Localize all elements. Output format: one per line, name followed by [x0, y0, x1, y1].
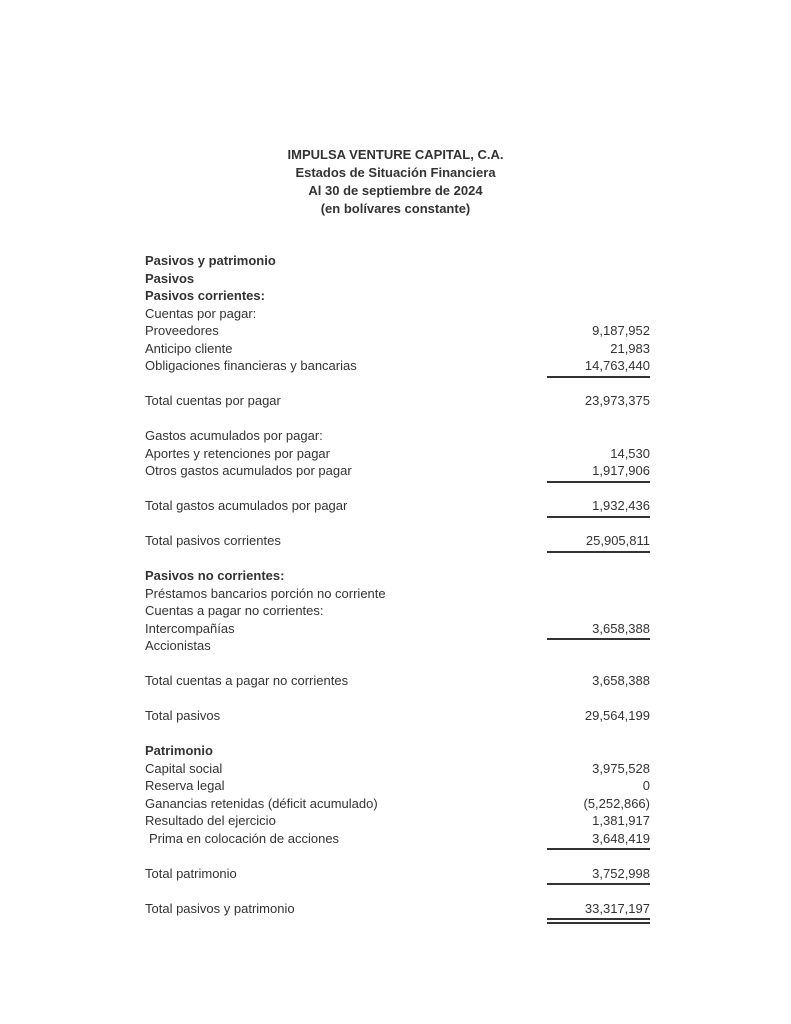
table-row: [145, 322, 650, 340]
row-label: Capital social: [145, 760, 223, 776]
row-label: Total cuentas por pagar: [145, 393, 281, 408]
currency-note: (en bolívares constante): [320, 201, 471, 216]
document-header: [0, 146, 791, 218]
row-value: 14,530: [610, 445, 650, 461]
row-label: Préstamos bancarios porción no corriente: [145, 585, 386, 601]
row-label: Otros gastos acumulados por pagar: [145, 463, 352, 478]
row-value: (5,252,866): [583, 795, 650, 811]
row-spacer: [145, 725, 650, 743]
table-row: [145, 532, 650, 550]
row-value: 0: [642, 778, 650, 793]
row-label: Intercompañías: [145, 620, 235, 636]
row-value: 3,752,998: [547, 865, 650, 886]
table-row: [145, 900, 650, 918]
table-row: [145, 567, 650, 585]
table-row: [145, 392, 650, 410]
row-value: 3,658,388: [547, 620, 650, 641]
balance-sheet-rows: [145, 252, 650, 917]
statement-title: Estados de Situación Financiera: [295, 165, 496, 180]
row-value: 3,975,528: [592, 760, 650, 776]
row-label: Reserva legal: [145, 778, 225, 793]
row-value: 1,917,906: [547, 462, 650, 483]
table-row: [145, 445, 650, 463]
table-row: [145, 427, 650, 445]
row-label: Cuentas por pagar:: [145, 305, 257, 321]
row-value: 1,381,917: [592, 813, 650, 828]
row-label: Anticipo cliente: [145, 340, 233, 356]
table-row: [145, 305, 650, 323]
row-label: Prima en colocación de acciones: [149, 830, 340, 846]
table-row: [145, 672, 650, 690]
row-value: 33,317,197: [547, 900, 650, 925]
row-value: 14,763,440: [547, 357, 650, 378]
table-row: [145, 742, 650, 760]
row-label: Ganancias retenidas (déficit acumulado): [145, 795, 378, 811]
row-label: Pasivos corrientes:: [145, 288, 265, 303]
row-label: Patrimonio: [145, 743, 213, 758]
row-value: 1,932,436: [547, 497, 650, 518]
table-row: [145, 795, 650, 813]
table-row: [145, 865, 650, 883]
row-label: Total pasivos corrientes: [145, 533, 281, 548]
table-row: [145, 252, 650, 270]
row-spacer: [145, 690, 650, 708]
table-row: [145, 760, 650, 778]
table-row: [145, 287, 650, 305]
table-row: [145, 585, 650, 603]
table-row: [145, 602, 650, 620]
row-label: Accionistas: [145, 638, 211, 653]
row-value: 9,187,952: [592, 323, 650, 338]
row-value: 3,648,419: [547, 830, 650, 851]
row-label: Proveedores: [145, 323, 219, 338]
table-row: [145, 357, 650, 375]
company-name: IMPULSA VENTURE CAPITAL, C.A.: [287, 147, 504, 162]
table-row: [145, 497, 650, 515]
table-row: [145, 777, 650, 795]
row-label: Total pasivos y patrimonio: [145, 900, 295, 916]
row-label: Pasivos: [145, 270, 195, 286]
row-value: 25,905,811: [547, 532, 650, 553]
row-spacer: [145, 655, 650, 673]
table-row: [145, 462, 650, 480]
row-label: Total patrimonio: [145, 865, 237, 881]
row-label: Resultado del ejercicio: [145, 813, 276, 828]
statement-date: Al 30 de septiembre de 2024: [308, 183, 483, 198]
table-row: [145, 707, 650, 725]
row-label: Total gastos acumulados por pagar: [145, 498, 348, 513]
row-label: Obligaciones financieras y bancarias: [145, 358, 357, 373]
table-row: [145, 340, 650, 358]
row-label: Aportes y retenciones por pagar: [145, 445, 330, 461]
row-label: Gastos acumulados por pagar:: [145, 428, 323, 443]
table-row: [145, 830, 650, 848]
row-value: 29,564,199: [584, 708, 650, 723]
row-label: Cuentas a pagar no corrientes:: [145, 603, 324, 618]
table-row: [145, 812, 650, 830]
row-label: Total pasivos: [145, 708, 221, 723]
row-label: Total cuentas a pagar no corrientes: [145, 673, 349, 688]
table-row: [145, 270, 650, 288]
row-value: 21,983: [610, 340, 650, 356]
row-label: Pasivos y patrimonio: [145, 253, 276, 268]
row-label: Pasivos no corrientes:: [145, 568, 285, 583]
row-spacer: [145, 410, 650, 428]
row-value: 3,658,388: [592, 673, 650, 688]
table-row: [145, 620, 650, 638]
row-value: 23,973,375: [584, 393, 650, 408]
